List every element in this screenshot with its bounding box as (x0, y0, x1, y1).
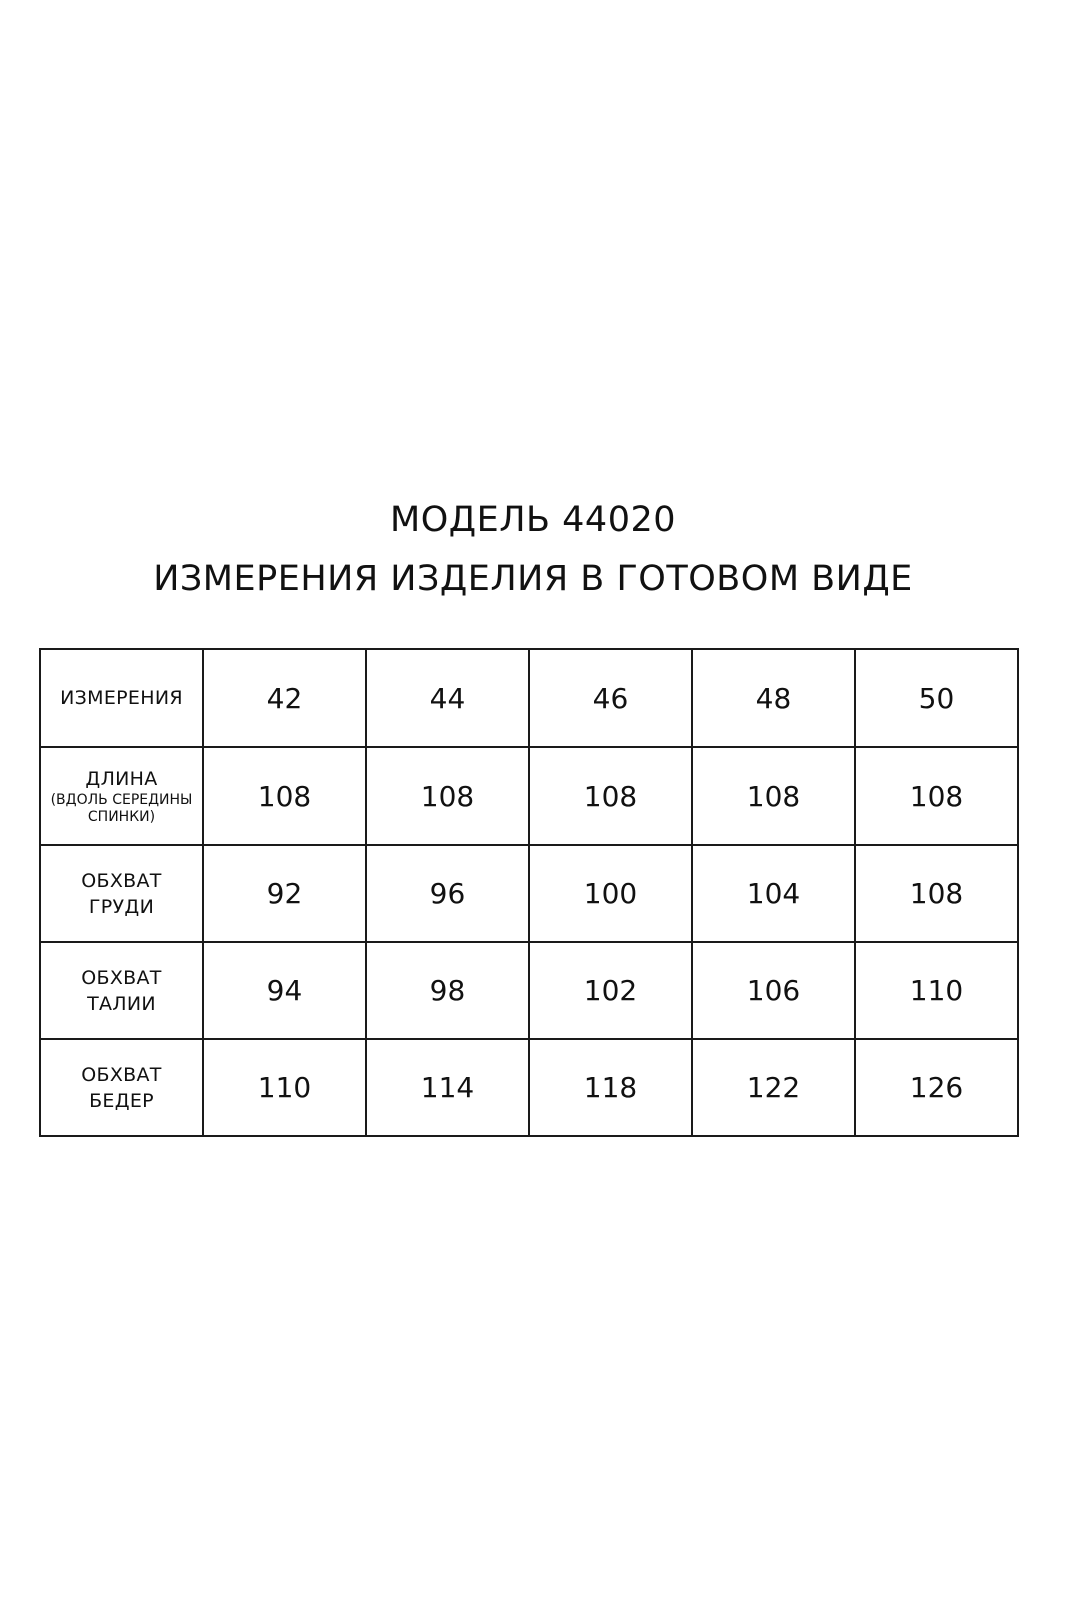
value-cell: 96 (366, 845, 529, 942)
size-header-cell: 46 (529, 649, 692, 747)
value-cell: 108 (366, 747, 529, 845)
value-cell: 104 (692, 845, 855, 942)
value-cell: 110 (203, 1039, 366, 1136)
row-label-line: ОБХВАТ (81, 1063, 162, 1086)
value-cell: 108 (855, 747, 1018, 845)
row-label (40, 1039, 203, 1136)
size-header-cell: 50 (855, 649, 1018, 747)
row-label-line: ОБХВАТ (81, 966, 162, 989)
value-cell: 102 (529, 942, 692, 1039)
row-label-line: БЕДЕР (89, 1089, 154, 1112)
value-cell: 108 (692, 747, 855, 845)
table-row-hips (40, 1039, 1018, 1136)
value-cell: 100 (529, 845, 692, 942)
row-label (40, 942, 203, 1039)
value-cell: 114 (366, 1039, 529, 1136)
value-cell: 98 (366, 942, 529, 1039)
value-cell: 110 (855, 942, 1018, 1039)
value-cell: 108 (529, 747, 692, 845)
row-label-note: СПИНКИ) (87, 809, 156, 825)
size-header-cell: 42 (203, 649, 366, 747)
value-cell: 106 (692, 942, 855, 1039)
table-row-waist (40, 942, 1018, 1039)
model-title: МОДЕЛЬ 44020 (390, 500, 676, 540)
row-label (40, 845, 203, 942)
row-label (40, 747, 203, 845)
value-cell: 108 (855, 845, 1018, 942)
size-header-row (40, 649, 1018, 747)
value-cell: 92 (203, 845, 366, 942)
size-chart-table (39, 648, 1019, 1137)
table-row-length (40, 747, 1018, 845)
row-label-line: ОБХВАТ (81, 869, 162, 892)
value-cell: 122 (692, 1039, 855, 1136)
table-row-chest (40, 845, 1018, 942)
value-cell: 126 (855, 1039, 1018, 1136)
value-cell: 118 (529, 1039, 692, 1136)
size-header-cell: 48 (692, 649, 855, 747)
value-cell: 108 (203, 747, 366, 845)
row-label-line: ГРУДИ (88, 895, 155, 918)
value-cell: 94 (203, 942, 366, 1039)
row-label-line: ДЛИНА (85, 768, 158, 790)
row-label-note: (ВДОЛЬ СЕРЕДИНЫ (50, 792, 193, 808)
size-header-cell: 44 (366, 649, 529, 747)
page-subtitle: ИЗМЕРЕНИЯ ИЗДЕЛИЯ В ГОТОВОМ ВИДЕ (153, 559, 913, 599)
corner-label: ИЗМЕРЕНИЯ (40, 649, 203, 747)
row-label-line: ТАЛИИ (87, 992, 156, 1015)
